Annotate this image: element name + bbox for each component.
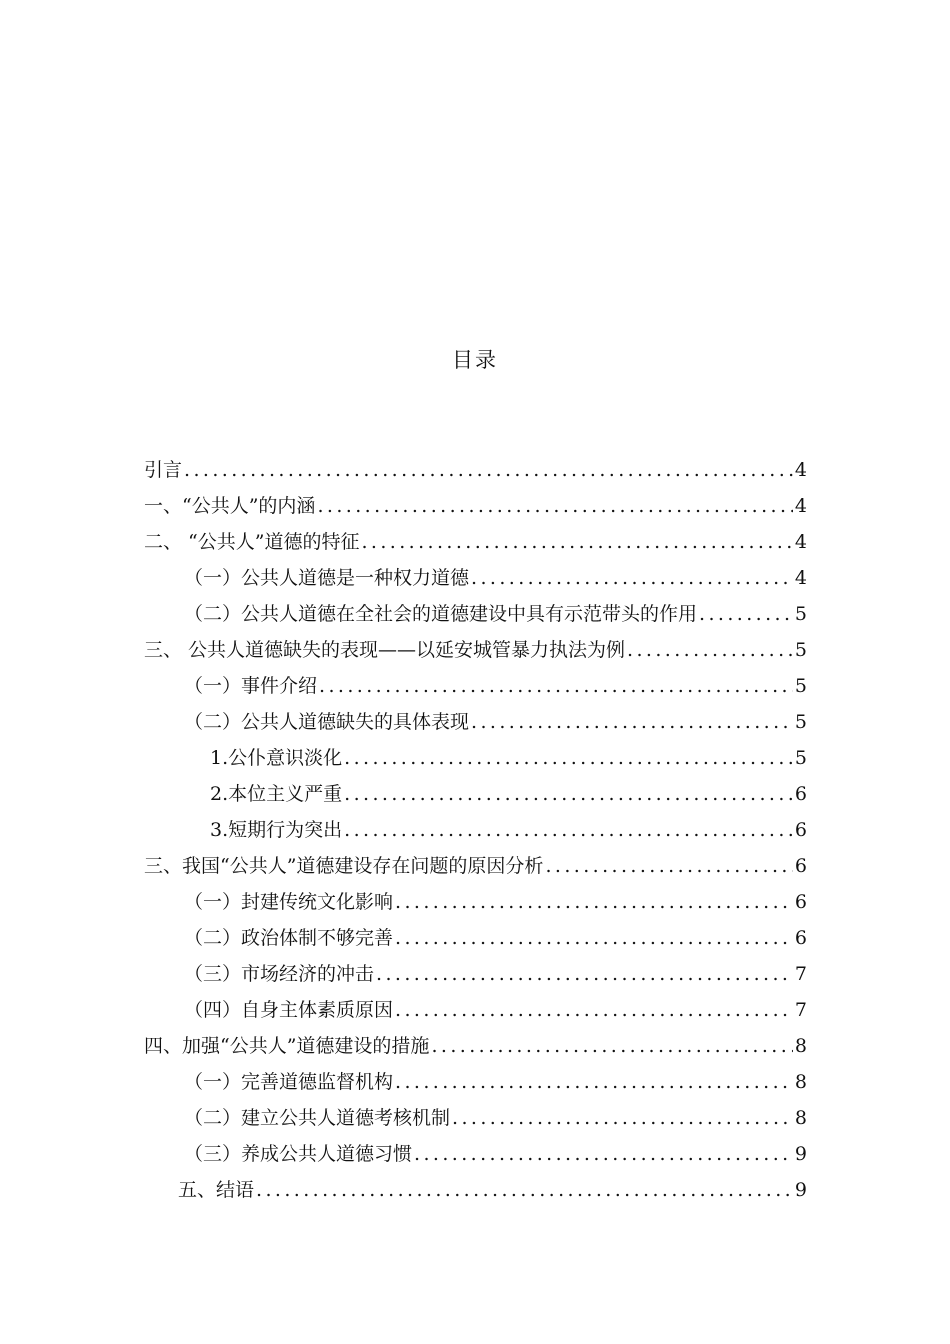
toc-entry-page: 4 [794, 459, 807, 481]
toc-leader-dots [431, 1028, 792, 1064]
toc-entry-page: 8 [794, 1035, 807, 1057]
toc-entry-text: （一）事件介绍 [184, 675, 318, 697]
toc-entry-text: （二）政治体制不够完善 [184, 927, 394, 949]
toc-entry-text: （一）公共人道德是一种权力道德 [184, 567, 470, 589]
toc-entry-page: 7 [794, 963, 807, 985]
toc-entry-text: （三）市场经济的冲击 [184, 963, 375, 985]
toc-entry[interactable] [144, 992, 807, 1028]
toc-entry-text: （二）建立公共人道德考核机制 [184, 1107, 451, 1129]
toc-leader-dots [699, 596, 793, 632]
toc-entry-text: （二）公共人道德在全社会的道德建设中具有示范带头的作用 [184, 603, 698, 625]
toc-entry[interactable] [144, 884, 807, 920]
toc-entry[interactable] [144, 488, 807, 524]
toc-entry[interactable] [144, 812, 807, 848]
toc-entry-page: 9 [794, 1179, 807, 1201]
toc-entry-page: 5 [794, 747, 807, 769]
toc-entry-page: 4 [794, 567, 807, 589]
toc-entry[interactable] [144, 776, 807, 812]
toc-entry-text: 三、 公共人道德缺失的表现——以延安城管暴力执法为例 [144, 639, 626, 661]
toc-entry[interactable] [144, 1100, 807, 1136]
toc-entry[interactable] [144, 848, 807, 884]
toc-leader-dots [184, 452, 793, 488]
toc-entry-text: （一）完善道德监督机构 [184, 1071, 394, 1093]
toc-leader-dots [395, 884, 793, 920]
toc-entry[interactable] [144, 524, 807, 560]
toc-entry-page: 7 [794, 999, 807, 1021]
toc-leader-dots [395, 1064, 793, 1100]
toc-entry[interactable] [144, 560, 807, 596]
toc-entry-page: 8 [794, 1071, 807, 1093]
toc-leader-dots [344, 812, 793, 848]
page-title: 目录 [452, 348, 498, 372]
toc-entry-page: 6 [794, 927, 807, 949]
toc-entry[interactable] [144, 740, 807, 776]
toc-entry-page: 5 [794, 675, 807, 697]
toc-leader-dots [471, 704, 793, 740]
toc-entry[interactable] [144, 596, 807, 632]
toc-leader-dots [452, 1100, 793, 1136]
toc-entry-page: 6 [794, 783, 807, 805]
toc-entry[interactable] [144, 1172, 807, 1208]
toc-entry-page: 6 [794, 855, 807, 877]
toc-entry-text: 2.本位主义严重 [210, 783, 343, 805]
toc-leader-dots [319, 668, 793, 704]
toc-entry[interactable] [144, 668, 807, 704]
toc-entry[interactable] [144, 1136, 807, 1172]
toc-entry-page: 4 [794, 531, 807, 553]
toc-leader-dots [361, 524, 792, 560]
toc-entry[interactable] [144, 1064, 807, 1100]
toc-entry[interactable] [144, 1028, 807, 1064]
toc-leader-dots [545, 848, 792, 884]
toc-leader-dots [627, 632, 793, 668]
table-of-contents [144, 452, 807, 1208]
toc-leader-dots [317, 488, 792, 524]
toc-entry-text: 1.公仆意识淡化 [210, 747, 343, 769]
toc-entry-text: （二）公共人道德缺失的具体表现 [184, 711, 470, 733]
toc-entry-page: 5 [794, 639, 807, 661]
toc-leader-dots [395, 920, 793, 956]
toc-entry-page: 6 [794, 819, 807, 841]
toc-leader-dots [344, 776, 793, 812]
toc-entry-text: 3.短期行为突出 [210, 819, 343, 841]
toc-leader-dots [256, 1172, 793, 1208]
toc-entry-page: 5 [794, 603, 807, 625]
toc-entry-page: 6 [794, 891, 807, 913]
toc-leader-dots [395, 992, 793, 1028]
toc-leader-dots [376, 956, 793, 992]
toc-entry-text: 一、“公共人”的内涵 [144, 495, 316, 517]
toc-entry-text: 四、加强“公共人”道德建设的措施 [144, 1035, 430, 1057]
toc-entry-page: 8 [794, 1107, 807, 1129]
toc-entry-text: 三、我国“公共人”道德建设存在问题的原因分析 [144, 855, 544, 877]
toc-entry-page: 9 [794, 1143, 807, 1165]
toc-entry[interactable] [144, 704, 807, 740]
toc-entry[interactable] [144, 452, 807, 488]
toc-entry[interactable] [144, 632, 807, 668]
toc-entry-page: 5 [794, 711, 807, 733]
toc-entry[interactable] [144, 956, 807, 992]
toc-entry-page: 4 [794, 495, 807, 517]
toc-entry[interactable] [144, 920, 807, 956]
toc-entry-text: 引言 [144, 459, 183, 481]
toc-entry-text: （四）自身主体素质原因 [184, 999, 394, 1021]
toc-entry-text: 二、 “公共人”道德的特征 [144, 531, 360, 553]
toc-leader-dots [414, 1136, 793, 1172]
toc-entry-text: （一）封建传统文化影响 [184, 891, 394, 913]
toc-entry-text: （三）养成公共人道德习惯 [184, 1143, 413, 1165]
toc-leader-dots [471, 560, 793, 596]
toc-leader-dots [344, 740, 793, 776]
toc-entry-text: 五、结语 [178, 1179, 255, 1201]
